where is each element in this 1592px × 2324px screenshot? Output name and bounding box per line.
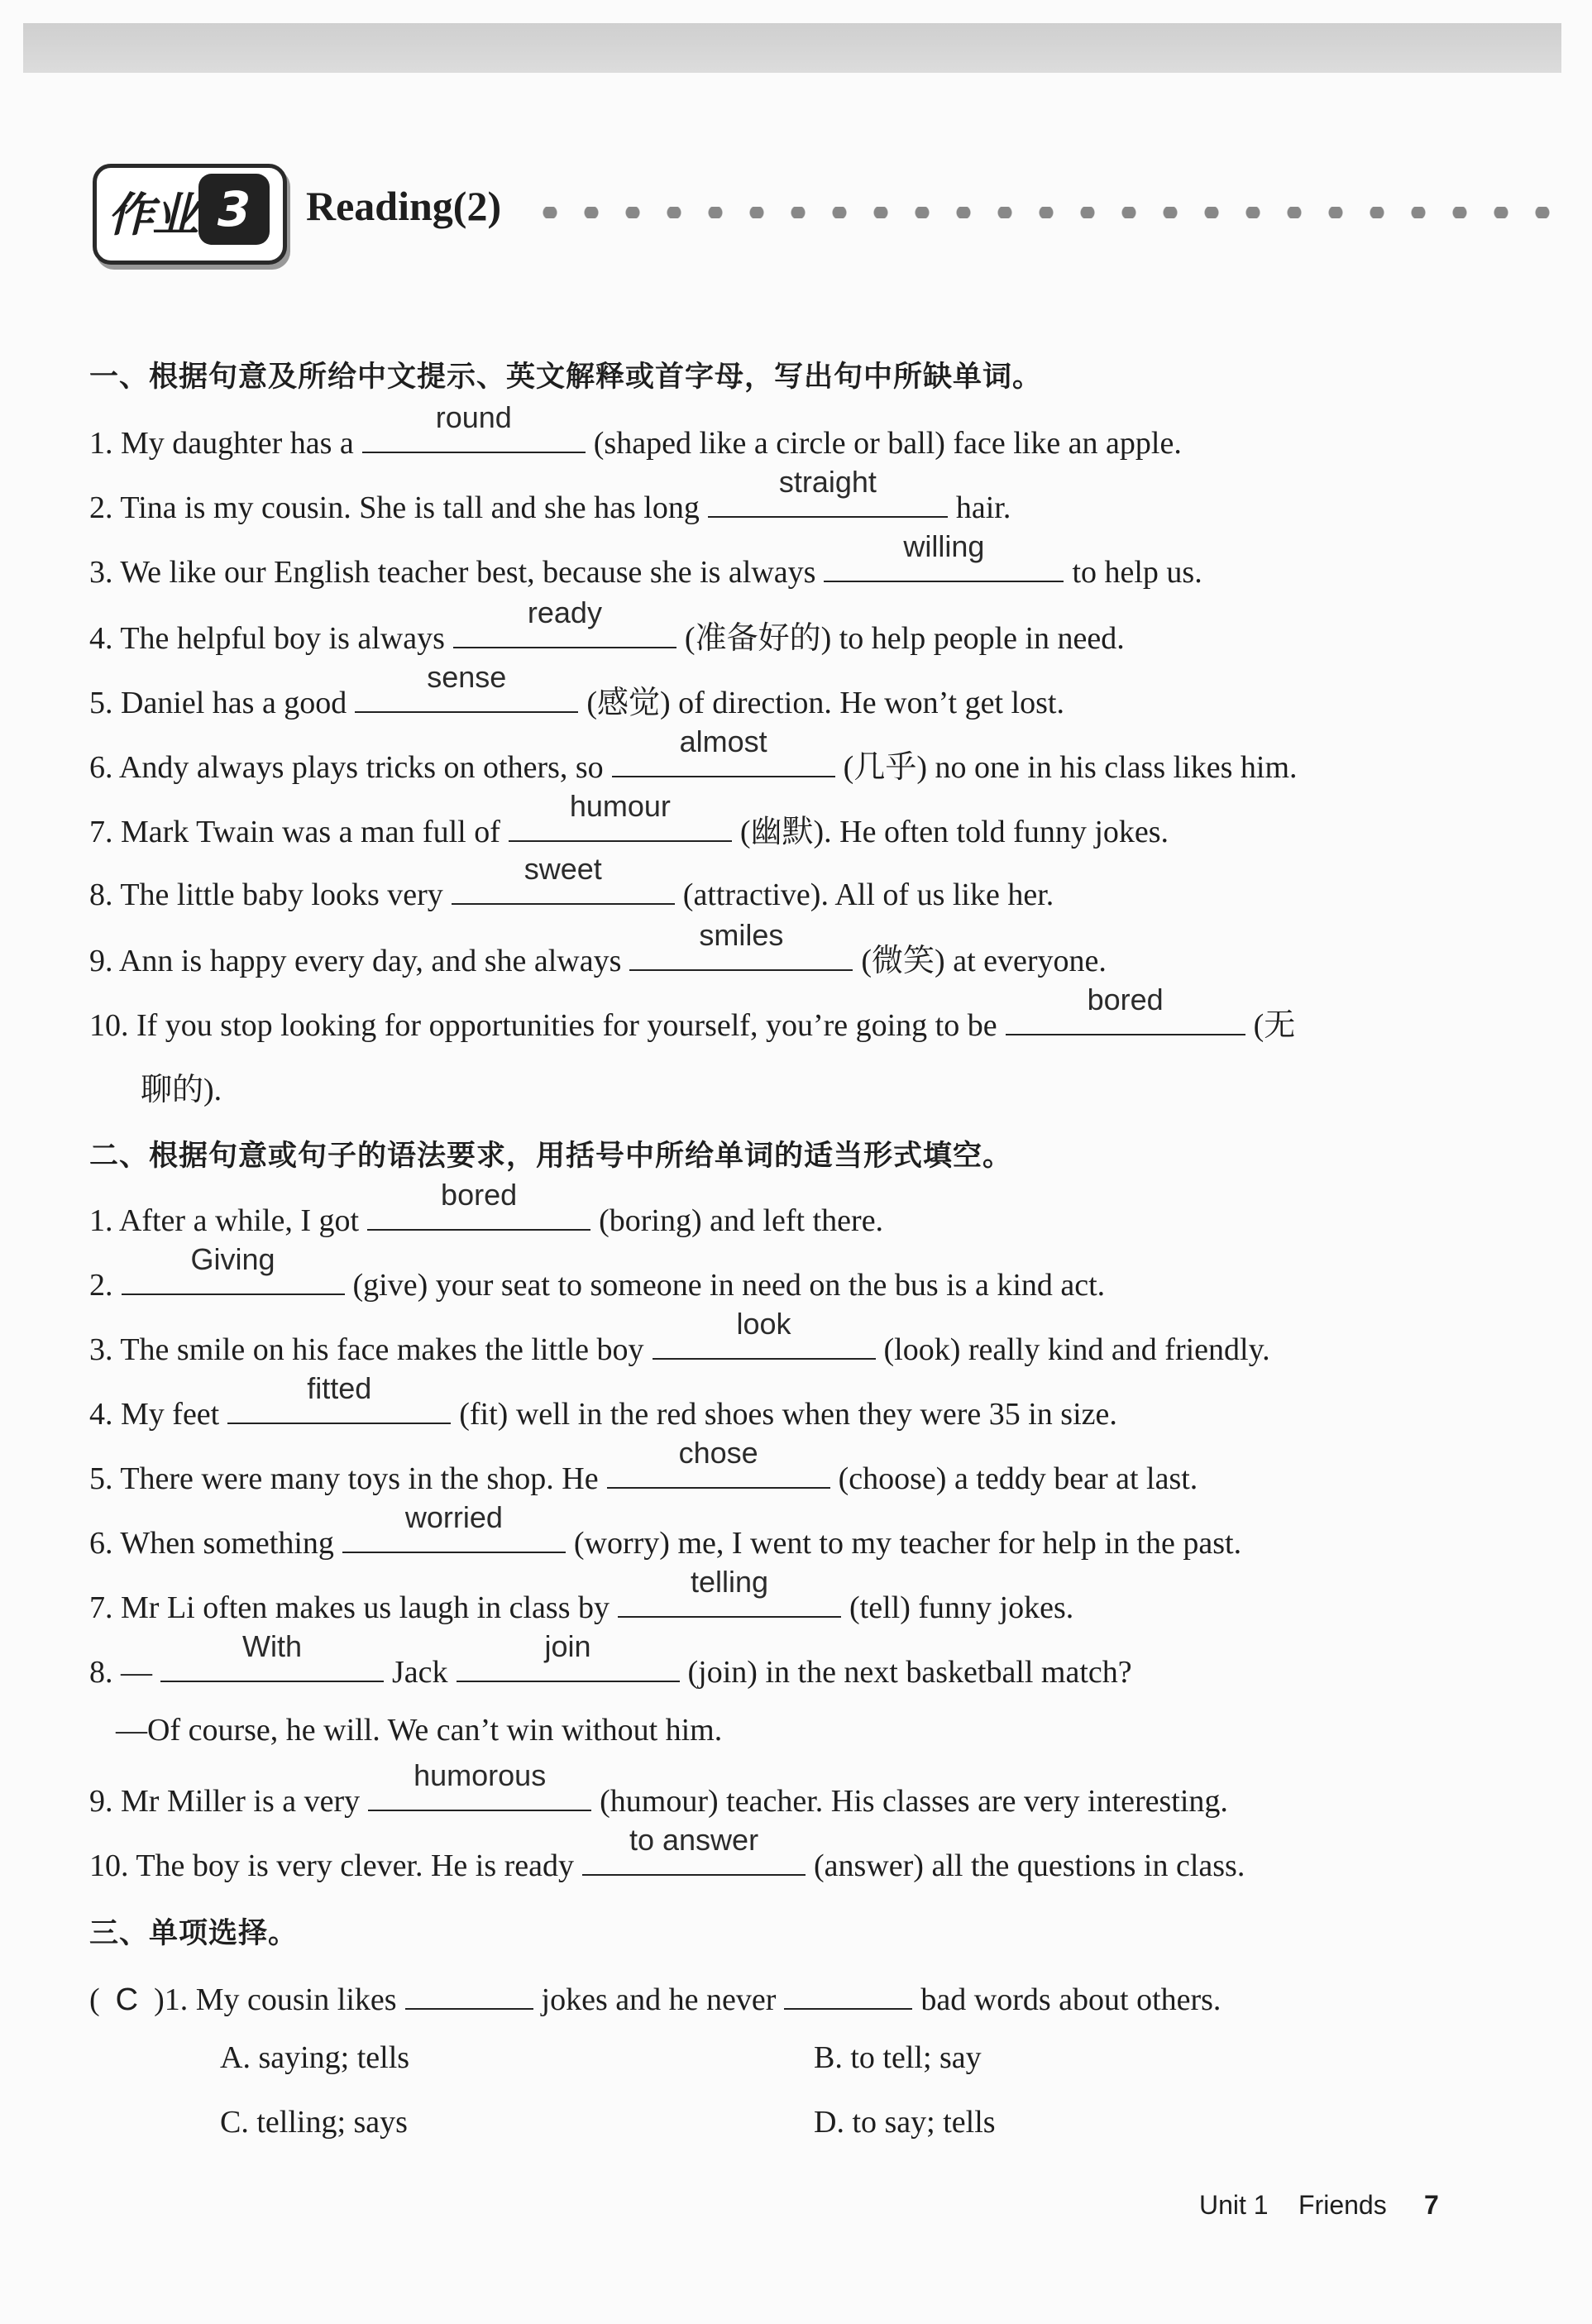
dotted-rule <box>529 207 1571 218</box>
answer-blank: telling <box>618 1583 841 1618</box>
s1-item-10: 10. If you stop looking for opportunities for yourself, you’re going to be bored (无 <box>89 983 1296 1043</box>
answer-blank: fitted <box>227 1389 451 1424</box>
choice-answer: C <box>115 1982 139 2017</box>
badge-text: 作业 <box>108 189 197 242</box>
top-banner <box>23 23 1561 73</box>
answer-blank: willing <box>824 548 1064 582</box>
s2-item-9: 9. Mr Miller is a very humorous (humour) teacher. His classes are very interesting. <box>89 1758 1228 1819</box>
s1-item-1: 1. My daughter has a round (shaped like a circle or ball) face like an apple. <box>89 400 1182 461</box>
homework-badge <box>93 164 283 263</box>
answer-blank: ready <box>453 614 676 648</box>
option-a: A. saying; tells <box>220 2040 410 2075</box>
s2-item-8: 8. — With Jack join (join) in the next basketball match? <box>89 1629 1132 1690</box>
answer-blank: sense <box>355 678 578 713</box>
answer-blank: to answer <box>582 1841 806 1876</box>
page-number: 7 <box>1424 2190 1439 2220</box>
answer-blank: smiles <box>629 936 853 971</box>
answer-blank: join <box>457 1647 680 1682</box>
option-c: C. telling; says <box>220 2105 408 2140</box>
answer-blank: almost <box>612 743 835 777</box>
badge-number: 3 <box>198 174 270 245</box>
option-d: D. to say; tells <box>814 2105 996 2140</box>
answer-blank: chose <box>607 1454 830 1489</box>
s1-item-9: 9. Ann is happy every day, and she always smiles (微笑) at everyone. <box>89 918 1107 978</box>
question-blank <box>784 1975 912 2010</box>
page-title: Reading(2) <box>306 183 502 229</box>
s1-item-7: 7. Mark Twain was a man full of humour (幽默). He often told funny jokes. <box>89 789 1169 849</box>
s2-item-6: 6. When something worried (worry) me, I went to my teacher for help in the past. <box>89 1500 1242 1561</box>
question-blank <box>405 1975 533 2010</box>
answer-blank: bored <box>367 1196 590 1231</box>
answer-blank: With <box>160 1647 384 1682</box>
s3-question-1: ( C )1. My cousin likes jokes and he never bad words about others. <box>89 1975 1221 2018</box>
s2-item-3: 3. The smile on his face makes the little boy look (look) really kind and friendly. <box>89 1307 1270 1367</box>
answer-blank: round <box>362 418 586 453</box>
answer-blank: bored <box>1006 1001 1245 1035</box>
s1-item-2: 2. Tina is my cousin. She is tall and she has long straight hair. <box>89 465 1011 525</box>
s1-item-6: 6. Andy always plays tricks on others, so almost (几乎) no one in his class likes him. <box>89 724 1298 785</box>
s1-item-3: 3. We like our English teacher best, because she is always willing to help us. <box>89 529 1202 590</box>
answer-blank: humorous <box>368 1776 591 1811</box>
s2-item-5: 5. There were many toys in the shop. He chose (choose) a teddy bear at last. <box>89 1436 1198 1496</box>
s1-item-8: 8. The little baby looks very sweet (attractive). All of us like her. <box>89 852 1054 912</box>
s2-item-1: 1. After a while, I got bored (boring) and left there. <box>89 1178 884 1238</box>
footer-topic: Friends <box>1298 2190 1387 2220</box>
footer-unit: Unit 1 <box>1199 2190 1269 2220</box>
s1-item-10-continued: 聊的). <box>141 1073 222 1107</box>
section2-heading: 二、根据句意或句子的语法要求，用括号中所给单词的适当形式填空。 <box>89 1140 1013 1173</box>
answer-blank: Giving <box>122 1260 345 1295</box>
option-b: B. to tell; say <box>814 2040 982 2075</box>
answer-blank: sweet <box>452 870 675 905</box>
s1-item-5: 5. Daniel has a good sense (感觉) of direction. He won’t get lost. <box>89 660 1064 720</box>
s2-item-10: 10. The boy is very clever. He is ready to answer (answer) all the questions in class. <box>89 1823 1245 1883</box>
s2-item-7: 7. Mr Li often makes us laugh in class by telling (tell) funny jokes. <box>89 1565 1074 1625</box>
answer-blank: look <box>653 1325 876 1360</box>
s1-item-4: 4. The helpful boy is always ready (准备好的) to help people in need. <box>89 595 1125 656</box>
s2-item-8-reply: —Of course, he will. We can’t win without him. <box>116 1713 723 1748</box>
section1-heading: 一、根据句意及所给中文提示、英文解释或首字母，写出句中所缺单词。 <box>89 361 1043 394</box>
answer-blank: straight <box>708 483 948 518</box>
section3-heading: 三、单项选择。 <box>89 1917 299 1950</box>
s2-item-4: 4. My feet fitted (fit) well in the red shoes when they were 35 in size. <box>89 1371 1117 1432</box>
s2-item-2: 2. Giving (give) your seat to someone in need on the bus is a kind act. <box>89 1242 1106 1303</box>
answer-blank: humour <box>509 807 732 842</box>
answer-blank: worried <box>342 1518 566 1553</box>
